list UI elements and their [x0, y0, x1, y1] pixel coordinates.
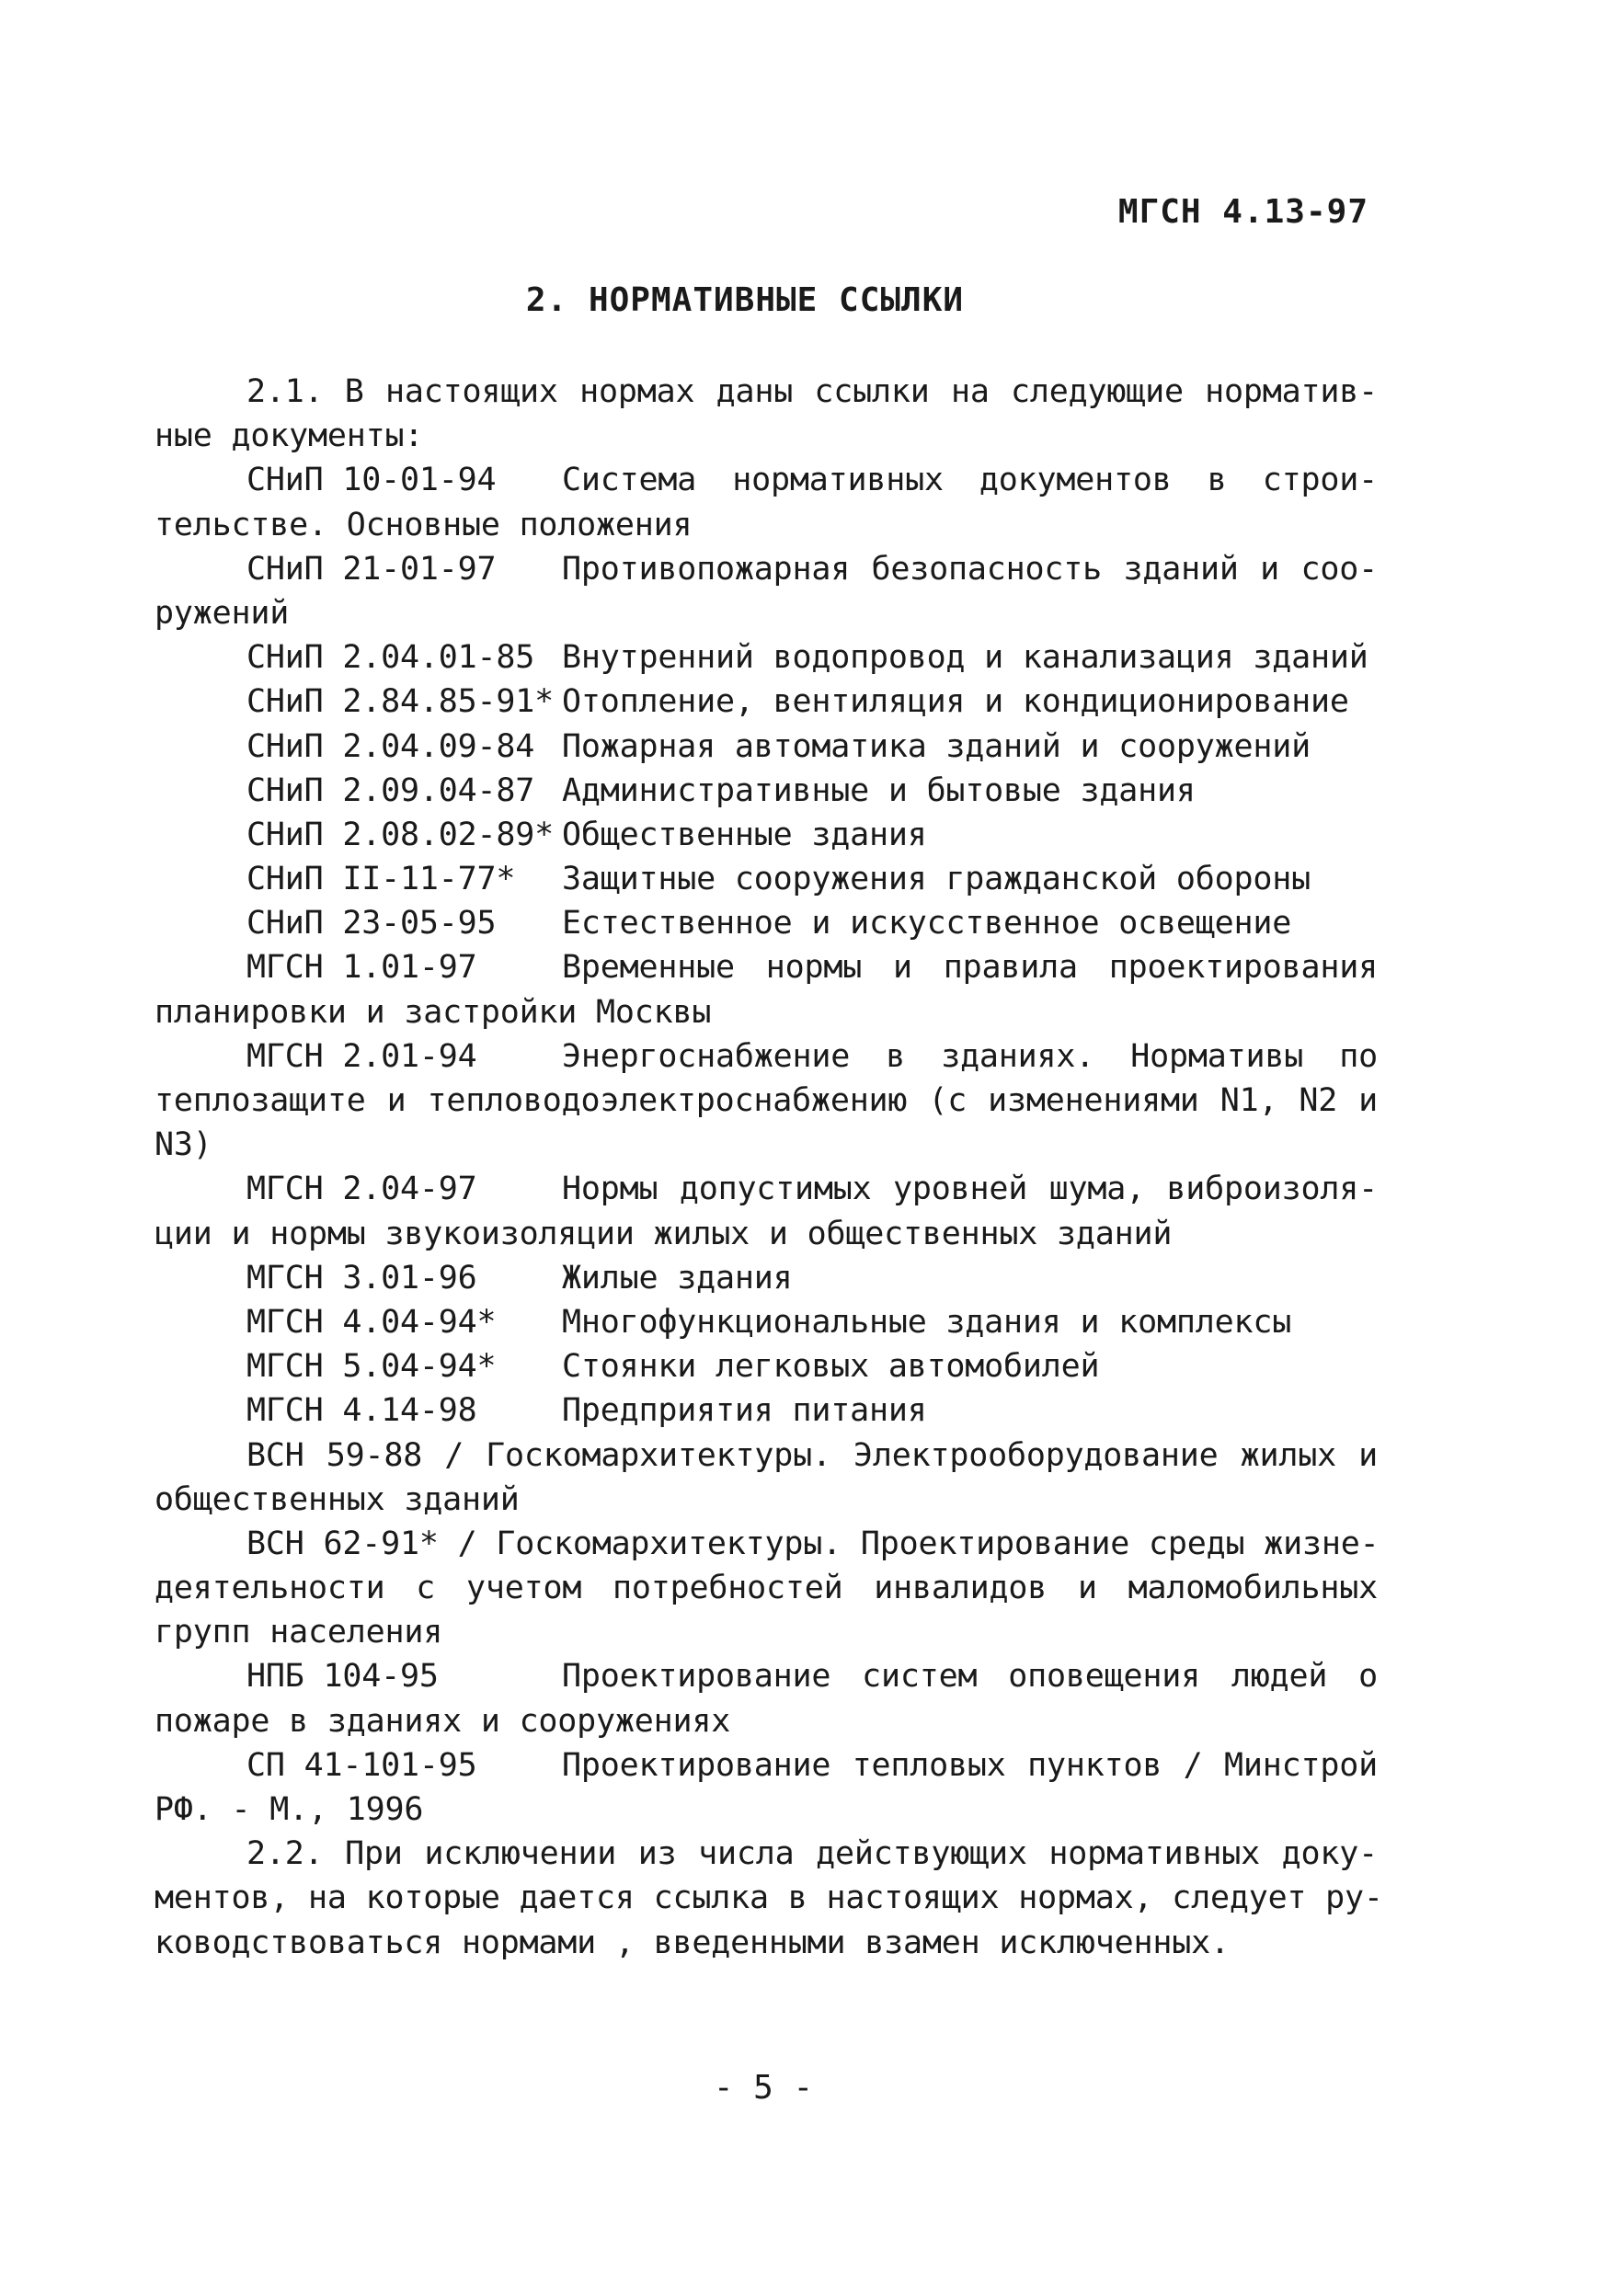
- reference-title: Предприятия питания: [562, 1392, 927, 1430]
- reference-continuation: ции и нормы звукоизоляции жилых и общественных зданий: [155, 1215, 1173, 1252]
- reference-continuation: деятельности с учетом потребностей инвалидов и маломобильных: [155, 1570, 1378, 1607]
- reference-code: СНиП 23-05-95: [246, 905, 497, 942]
- reference-code: МГСН 1.01-97: [246, 949, 477, 987]
- reference-item: [155, 1344, 1378, 1388]
- reference-continuation: тельстве. Основные положения: [155, 506, 693, 543]
- reference-title: Многофункциональные здания и комплексы: [562, 1303, 1292, 1341]
- reference-code: СНиП II-11-77*: [246, 861, 516, 898]
- reference-continuation: групп населения: [155, 1614, 443, 1651]
- reference-vsn-62-91: ВСН 62-91* / Госкомархитектуры. Проектирование среды жизне-: [246, 1525, 1380, 1562]
- reference-item: [155, 769, 1378, 813]
- reference-title: Внутренний водопровод и канализация зданий: [562, 639, 1368, 677]
- reference-item: [155, 813, 1378, 857]
- paragraph-2-1-line: ные документы:: [155, 417, 424, 455]
- reference-title: Естественное и искусственное освещение: [562, 905, 1292, 942]
- reference-code: МГСН 2.04-97: [246, 1171, 477, 1208]
- reference-title: Противопожарная безопасность зданий и соо-: [562, 550, 1378, 588]
- reference-vsn-59-88: ВСН 59-88 / Госкомархитектуры. Электрооборудование жилых и: [246, 1436, 1378, 1474]
- reference-item: [155, 725, 1378, 769]
- reference-item: [155, 857, 1378, 901]
- reference-code: СНиП 2.04.09-84: [246, 727, 535, 765]
- reference-item: [155, 1167, 1378, 1211]
- reference-code: СНиП 21-01-97: [246, 550, 497, 588]
- reference-continuation: теплозащите и тепловодоэлектроснабжению (с изменениями N1, N2 и: [155, 1082, 1378, 1119]
- reference-continuation: общественных зданий: [155, 1480, 520, 1518]
- paragraph-2-1-line: 2.1. В настоящих нормах даны ссылки на следующие норматив-: [246, 373, 1378, 410]
- page-number: - 5 -: [713, 2069, 814, 2107]
- reference-code: СНиП 2.08.02-89*: [246, 816, 554, 853]
- reference-code: СНиП 2.04.01-85: [246, 639, 535, 677]
- reference-code: МГСН 4.04-94*: [246, 1303, 497, 1341]
- reference-code: СНиП 2.84.85-91*: [246, 683, 554, 721]
- reference-item: [155, 635, 1378, 680]
- reference-code: МГСН 5.04-94*: [246, 1348, 497, 1386]
- reference-continuation: пожаре в зданиях и сооружениях: [155, 1702, 731, 1740]
- reference-code: НПБ 104-95: [246, 1658, 439, 1696]
- reference-code: СНиП 2.09.04-87: [246, 771, 535, 809]
- reference-title: Временные нормы и правила проектирования: [562, 949, 1378, 987]
- reference-code: МГСН 2.01-94: [246, 1037, 477, 1075]
- reference-code: СП 41-101-95: [246, 1746, 477, 1784]
- reference-item: [155, 945, 1378, 989]
- reference-item: [155, 1388, 1378, 1433]
- paragraph-2-2-line: ментов, на которые дается ссылка в настоящих нормах, следует ру-: [155, 1879, 1383, 1917]
- reference-item: [155, 1034, 1378, 1079]
- reference-title: Административные и бытовые здания: [562, 771, 1196, 809]
- paragraph-2-2-line: 2.2. При исключении из числа действующих нормативных доку-: [246, 1835, 1378, 1873]
- reference-item: [155, 547, 1378, 591]
- reference-item: [155, 1256, 1378, 1300]
- reference-code: МГСН 3.01-96: [246, 1259, 477, 1296]
- reference-title: Жилые здания: [562, 1259, 793, 1296]
- reference-item: [155, 458, 1378, 502]
- reference-item: [155, 1743, 1378, 1788]
- body-text: [155, 370, 1383, 1965]
- reference-title: Защитные сооружения гражданской обороны: [562, 861, 1311, 898]
- paragraph-2-2-line: ководствоваться нормами , введенными взамен исключенных.: [155, 1924, 1230, 1961]
- reference-code: МГСН 4.14-98: [246, 1392, 477, 1430]
- reference-title: Проектирование тепловых пунктов / Минстрой: [562, 1746, 1378, 1784]
- document-code: МГСН 4.13-97: [1117, 193, 1368, 231]
- reference-code: СНиП 10-01-94: [246, 462, 497, 499]
- reference-item: [155, 901, 1378, 945]
- reference-title: Система нормативных документов в строи-: [562, 462, 1378, 499]
- reference-continuation: N3): [155, 1126, 212, 1164]
- reference-title: Стоянки легковых автомобилей: [562, 1348, 1100, 1386]
- reference-title: Пожарная автоматика зданий и сооружений: [562, 727, 1311, 765]
- reference-item: [155, 1300, 1378, 1344]
- reference-item: [155, 1654, 1378, 1698]
- reference-continuation: ружений: [155, 594, 290, 632]
- reference-continuation: РФ. - М., 1996: [155, 1791, 424, 1828]
- reference-continuation: планировки и застройки Москвы: [155, 993, 712, 1031]
- reference-title: Отопление, вентиляция и кондиционирование: [562, 683, 1349, 721]
- section-title: 2. НОРМАТИВНЫЕ ССЫЛКИ: [525, 281, 965, 319]
- reference-item: [155, 680, 1378, 724]
- reference-title: Проектирование систем оповещения людей о: [562, 1658, 1378, 1696]
- reference-title: Нормы допустимых уровней шума, виброизоля-: [562, 1171, 1378, 1208]
- reference-title: Общественные здания: [562, 816, 927, 853]
- reference-title: Энергоснабжение в зданиях. Нормативы по: [562, 1037, 1378, 1075]
